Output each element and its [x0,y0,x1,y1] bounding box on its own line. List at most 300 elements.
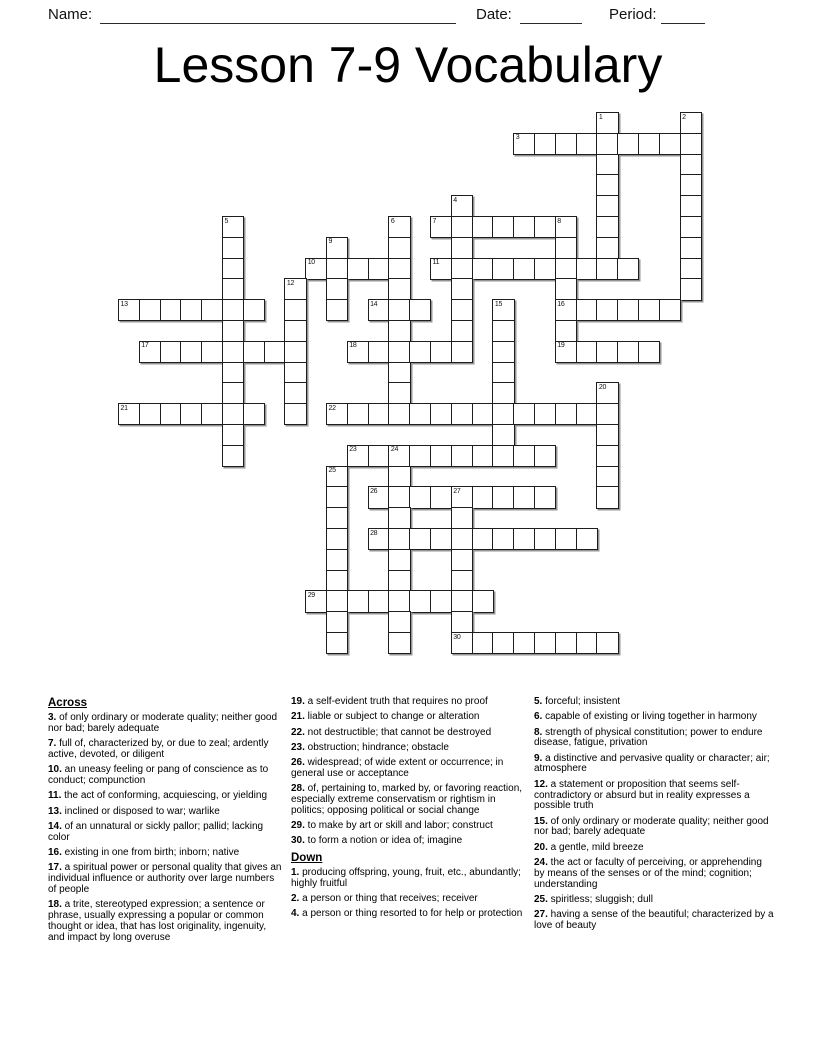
grid-cell[interactable] [534,486,556,508]
grid-cell[interactable] [617,299,639,321]
grid-cell[interactable] [513,632,535,654]
grid-cell[interactable] [596,341,618,363]
clue-number: 22. [291,726,305,738]
clue-text: a distinctive and pervasive quality or character; air; atmosphere [534,752,770,775]
grid-cell[interactable] [555,528,577,550]
cell-number: 14 [370,300,378,308]
grid-cell[interactable] [326,486,348,508]
grid-cell[interactable] [555,403,577,425]
grid-cell[interactable] [326,237,348,259]
clue-down-27 [534,910,774,932]
grid-cell[interactable] [388,590,410,612]
cell-number: 7 [432,217,437,225]
grid-cell[interactable] [555,133,577,155]
grid-cell[interactable] [680,133,702,155]
cell-number: 3 [515,134,520,142]
grid-cell[interactable] [347,341,369,363]
grid-cell[interactable] [596,382,618,404]
grid-cell[interactable] [472,445,494,467]
grid-cell[interactable] [118,299,140,321]
cell-number: 1 [598,113,603,121]
grid-cell[interactable] [160,299,182,321]
grid-cell[interactable] [222,341,244,363]
grid-cell[interactable] [617,133,639,155]
cell-number: 4 [453,196,457,204]
grid-cell[interactable] [659,133,681,155]
grid-cell[interactable] [513,258,535,280]
grid-cell[interactable] [222,299,244,321]
grid-cell[interactable] [222,403,244,425]
clue-across-17 [48,863,285,895]
grid-cell[interactable] [451,278,473,300]
clue-down-2 [291,894,531,905]
clue-number: 12. [534,778,548,790]
grid-cell[interactable] [326,466,348,488]
grid-cell[interactable] [596,112,618,134]
clue-number: 14. [48,820,62,832]
grid-cell[interactable] [513,216,535,238]
grid-cell[interactable] [492,320,514,342]
clue-number: 23. [291,741,305,753]
grid-cell[interactable] [451,341,473,363]
grid-cell[interactable] [451,590,473,612]
cell-number: 22 [328,404,336,412]
grid-cell[interactable] [596,632,618,654]
name-label: Name: [48,6,93,23]
grid-cell[interactable] [347,403,369,425]
grid-cell[interactable] [596,299,618,321]
clue-across-18 [48,900,285,943]
clue-number: 30. [291,835,305,847]
grid-cell[interactable] [576,528,598,550]
grid-cell[interactable] [388,278,410,300]
grid-cell[interactable] [326,528,348,550]
grid-cell[interactable] [596,486,618,508]
grid-cell[interactable] [388,216,410,238]
grid-cell[interactable] [160,341,182,363]
grid-cell[interactable] [555,632,577,654]
grid-cell[interactable] [659,299,681,321]
cell-number: 29 [307,591,315,599]
grid-cell[interactable] [534,445,556,467]
grid-cell[interactable] [368,299,390,321]
clue-across-16 [48,848,285,859]
grid-cell[interactable] [326,507,348,529]
clue-across-14 [48,822,285,844]
grid-cell[interactable] [576,403,598,425]
grid-cell[interactable] [388,466,410,488]
grid-cell[interactable] [492,258,514,280]
grid-cell[interactable] [201,403,223,425]
grid-cell[interactable] [451,528,473,550]
grid-cell[interactable] [409,590,431,612]
grid-cell[interactable] [534,632,556,654]
clue-text: widespread; of wide extent or occurrence; in general use or acceptance [291,757,504,779]
clue-text: a self-evident truth that requires no proof [304,696,488,707]
cell-number: 23 [349,446,357,454]
grid-cell[interactable] [492,424,514,446]
grid-cell[interactable] [368,258,390,280]
grid-cell[interactable] [451,320,473,342]
grid-cell[interactable] [180,403,202,425]
grid-cell[interactable] [451,299,473,321]
grid-cell[interactable] [555,278,577,300]
grid-cell[interactable] [388,320,410,342]
grid-cell[interactable] [326,278,348,300]
grid-cell[interactable] [430,258,452,280]
grid-cell[interactable] [284,382,306,404]
grid-cell[interactable] [388,445,410,467]
grid-cell[interactable] [513,403,535,425]
clue-number: 29. [291,820,305,832]
grid-cell[interactable] [388,237,410,259]
grid-cell[interactable] [222,278,244,300]
clue-text: a statement or proposition that seems self-contradictory or absurd but in reality expresses a possible truth [534,778,750,812]
grid-cell[interactable] [451,237,473,259]
grid-cell[interactable] [492,341,514,363]
grid-cell[interactable] [368,486,390,508]
grid-cell[interactable] [222,320,244,342]
grid-cell[interactable] [430,486,452,508]
clue-across-13 [48,807,285,818]
grid-cell[interactable] [596,424,618,446]
grid-cell[interactable] [160,403,182,425]
grid-cell[interactable] [596,237,618,259]
grid-cell[interactable] [492,632,514,654]
grid-cell[interactable] [513,133,535,155]
grid-cell[interactable] [222,424,244,446]
grid-cell[interactable] [492,528,514,550]
grid-cell[interactable] [388,611,410,633]
grid-cell[interactable] [472,632,494,654]
grid-cell[interactable] [430,216,452,238]
grid-cell[interactable] [409,341,431,363]
clue-across-28 [291,784,531,816]
grid-cell[interactable] [326,549,348,571]
clue-text: obstruction; hindrance; obstacle [304,741,449,753]
grid-cell[interactable] [180,299,202,321]
clue-number: 8. [534,726,543,738]
grid-cell[interactable] [638,133,660,155]
clue-text: a person or thing that receives; receiver [299,892,478,904]
grid-cell[interactable] [264,341,286,363]
date-blank-line[interactable] [520,7,582,24]
grid-cell[interactable] [680,174,702,196]
grid-cell[interactable] [222,445,244,467]
grid-cell[interactable] [680,237,702,259]
clue-down-20 [534,843,774,854]
grid-cell[interactable] [222,362,244,384]
cell-number: 17 [141,342,149,350]
clue-text: the act or faculty of perceiving, or apprehending by means of the senses or of the mind; cognition; understanding [534,857,762,890]
cell-number: 12 [286,279,295,287]
grid-cell[interactable] [430,341,452,363]
grid-cell[interactable] [388,528,410,550]
grid-cell[interactable] [201,299,223,321]
clue-text: inclined or disposed to war; warlike [61,805,220,817]
grid-cell[interactable] [409,486,431,508]
grid-cell[interactable] [368,590,390,612]
grid-cell[interactable] [305,590,327,612]
grid-cell[interactable] [492,362,514,384]
clue-down-25 [534,895,774,906]
grid-cell[interactable] [472,486,494,508]
grid-cell[interactable] [326,632,348,654]
grid-cell[interactable] [430,528,452,550]
cell-number: 28 [370,529,378,537]
grid-cell[interactable] [576,341,598,363]
grid-cell[interactable] [284,299,306,321]
grid-cell[interactable] [388,403,410,425]
grid-cell[interactable] [139,299,161,321]
grid-cell[interactable] [513,445,535,467]
grid-cell[interactable] [596,258,618,280]
grid-cell[interactable] [430,590,452,612]
grid-cell[interactable] [388,632,410,654]
grid-cell[interactable] [222,237,244,259]
grid-cell[interactable] [388,299,410,321]
grid-cell[interactable] [347,590,369,612]
grid-cell[interactable] [326,258,348,280]
grid-cell[interactable] [534,403,556,425]
grid-cell[interactable] [326,403,348,425]
grid-cell[interactable] [617,258,639,280]
grid-cell[interactable] [451,632,473,654]
grid-cell[interactable] [680,112,702,134]
cell-number: 10 [307,259,315,267]
grid-cell[interactable] [596,466,618,488]
clue-number: 13. [48,805,62,817]
clue-text: forceful; insistent [542,696,621,707]
grid-cell[interactable] [326,299,348,321]
grid-cell[interactable] [680,216,702,238]
grid-cell[interactable] [513,528,535,550]
clue-across-29 [291,821,531,832]
grid-cell[interactable] [409,528,431,550]
grid-cell[interactable] [284,403,306,425]
grid-cell[interactable] [596,195,618,217]
grid-cell[interactable] [680,258,702,280]
grid-cell[interactable] [388,362,410,384]
grid-cell[interactable] [451,195,473,217]
grid-cell[interactable] [555,341,577,363]
grid-cell[interactable] [492,445,514,467]
grid-cell[interactable] [409,299,431,321]
clue-number: 3. [48,712,57,723]
grid-cell[interactable] [347,258,369,280]
clue-text: an uneasy feeling or pang of conscience as to conduct; compunction [48,764,269,786]
clue-number: 15. [534,815,548,827]
cell-number: 18 [349,342,357,350]
grid-cell[interactable] [680,154,702,176]
clue-text: of an unnatural or sickly pallor; pallid; lacking color [48,820,264,843]
grid-cell[interactable] [243,299,265,321]
name-blank-line[interactable] [100,7,456,24]
grid-cell[interactable] [368,528,390,550]
clue-number: 16. [48,846,62,858]
clue-text: of only ordinary or moderate quality; neither good nor bad; barely adequate [48,712,278,734]
grid-cell[interactable] [305,258,327,280]
clue-number: 27. [534,909,548,921]
grid-cell[interactable] [680,195,702,217]
grid-cell[interactable] [180,341,202,363]
grid-cell[interactable] [534,528,556,550]
down-heading: Down [291,851,323,864]
grid-cell[interactable] [472,590,494,612]
clue-number: 5. [534,696,543,707]
clue-down-6 [534,712,774,723]
grid-cell[interactable] [326,611,348,633]
grid-cell[interactable] [201,341,223,363]
grid-cell[interactable] [472,216,494,238]
grid-cell[interactable] [513,486,535,508]
grid-cell[interactable] [555,299,577,321]
across-heading: Across [48,697,87,709]
grid-cell[interactable] [638,299,660,321]
clue-across-26 [291,758,531,780]
clue-text: full of, characterized by, or due to zeal; ardently active, devoted, or diligent [48,738,269,760]
grid-cell[interactable] [576,133,598,155]
grid-cell[interactable] [492,216,514,238]
grid-cell[interactable] [284,278,306,300]
grid-cell[interactable] [388,258,410,280]
grid-cell[interactable] [368,341,390,363]
grid-cell[interactable] [555,237,577,259]
grid-cell[interactable] [451,445,473,467]
period-label: Period: [609,6,657,23]
grid-cell[interactable] [139,341,161,363]
clue-down-15 [534,817,774,839]
grid-cell[interactable] [492,486,514,508]
grid-cell[interactable] [139,403,161,425]
clue-down-1 [291,868,531,890]
period-blank-line[interactable] [661,7,705,24]
clue-number: 18. [48,899,62,911]
clue-number: 4. [291,908,300,920]
grid-cell[interactable] [222,382,244,404]
grid-cell[interactable] [118,403,140,425]
grid-cell[interactable] [534,258,556,280]
grid-cell[interactable] [555,216,577,238]
clue-down-4 [291,909,531,920]
clue-across-10 [48,765,285,787]
grid-cell[interactable] [451,403,473,425]
grid-cell[interactable] [534,216,556,238]
grid-cell[interactable] [534,133,556,155]
cell-number: 15 [494,300,503,308]
grid-cell[interactable] [388,486,410,508]
grid-cell[interactable] [596,133,618,155]
grid-cell[interactable] [451,507,473,529]
clue-down-5 [534,697,774,708]
grid-cell[interactable] [243,341,265,363]
grid-cell[interactable] [638,341,660,363]
grid-cell[interactable] [388,549,410,571]
grid-cell[interactable] [388,382,410,404]
grid-cell[interactable] [472,403,494,425]
grid-cell[interactable] [430,445,452,467]
grid-cell[interactable] [451,570,473,592]
clue-across-19 [291,697,531,708]
cell-number: 6 [390,217,395,225]
grid-cell[interactable] [451,486,473,508]
grid-cell[interactable] [492,403,514,425]
grid-cell[interactable] [451,216,473,238]
grid-cell[interactable] [596,403,618,425]
clue-across-30 [291,836,531,847]
grid-cell[interactable] [347,445,369,467]
grid-cell[interactable] [409,445,431,467]
cell-number: 9 [328,238,333,246]
grid-cell[interactable] [492,382,514,404]
grid-cell[interactable] [596,154,618,176]
grid-cell[interactable] [430,403,452,425]
grid-cell[interactable] [617,341,639,363]
grid-cell[interactable] [555,320,577,342]
grid-cell[interactable] [284,341,306,363]
clue-down-24 [534,858,774,890]
grid-cell[interactable] [284,362,306,384]
clue-number: 6. [534,711,543,723]
grid-cell[interactable] [222,216,244,238]
cell-number: 24 [390,446,399,454]
grid-cell[interactable] [596,174,618,196]
date-label: Date: [476,6,512,23]
grid-cell[interactable] [451,611,473,633]
grid-cell[interactable] [451,258,473,280]
cell-number: 30 [453,633,461,641]
grid-cell[interactable] [576,632,598,654]
cell-number: 21 [120,404,128,412]
grid-cell[interactable] [243,403,265,425]
grid-cell[interactable] [680,278,702,300]
grid-cell[interactable] [388,341,410,363]
grid-cell[interactable] [284,320,306,342]
cell-number: 16 [557,300,565,308]
grid-cell[interactable] [576,299,598,321]
clue-down-8 [534,728,774,750]
grid-cell[interactable] [472,258,494,280]
grid-cell[interactable] [326,570,348,592]
clue-text: to form a notion or idea of; imagine [304,835,463,847]
grid-cell[interactable] [492,299,514,321]
clue-text: producing offspring, young, fruit, etc., abundantly; highly fruitful [291,866,521,889]
clue-text: a spiritual power or personal quality that gives an individual influence or authority over large numbers of people [48,862,282,895]
grid-cell[interactable] [576,258,598,280]
grid-cell[interactable] [451,549,473,571]
grid-cell[interactable] [555,258,577,280]
grid-cell[interactable] [388,507,410,529]
grid-cell[interactable] [222,258,244,280]
grid-cell[interactable] [596,445,618,467]
clue-number: 24. [534,857,548,869]
cell-number: 27 [453,487,461,495]
grid-cell[interactable] [388,570,410,592]
grid-cell[interactable] [368,445,390,467]
grid-cell[interactable] [409,403,431,425]
clue-number: 1. [291,866,300,878]
grid-cell[interactable] [368,403,390,425]
clues-column-3 [534,697,774,936]
clue-down-9 [534,754,774,776]
grid-cell[interactable] [472,528,494,550]
cell-number: 19 [557,342,565,350]
clue-text: a gentle, mild breeze [547,841,644,853]
grid-cell[interactable] [326,590,348,612]
clue-text: capable of existing or living together in harmony [542,711,757,723]
grid-cell[interactable] [596,216,618,238]
clue-across-11 [48,791,285,802]
